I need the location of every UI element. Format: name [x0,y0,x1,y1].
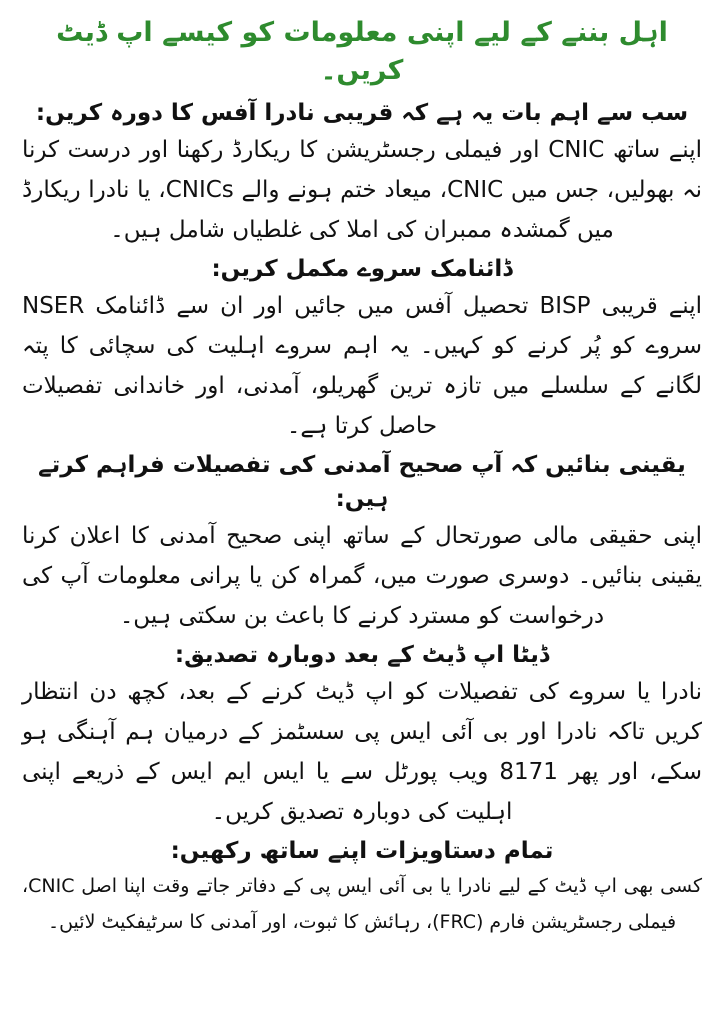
section-paragraph: کسی بھی اپ ڈیٹ کے لیے نادرا یا بی آئی ایس پی کے دفاتر جاتے وقت اپنا اصل CNIC، فیملی رجسٹریشن فارم (FRC)، رہائش کا ثبوت، اور آمدنی کا سرٹیفکیٹ لائیں۔ [22,875,702,933]
section-heading: یقینی بنائیں کہ آپ صحیح آمدنی کی تفصیلات فراہم کرتے ہیں: [38,452,686,512]
section-paragraph: اپنی حقیقی مالی صورتحال کے ساتھ اپنی صحیح آمدنی کا اعلان کرنا یقینی بنائیں۔ دوسری صورت میں، گمراہ کن یا پرانی معلومات آپ کی درخواست کو مسترد کرنے کا باعث بن سکتی ہیں۔ [22,523,702,629]
section-paragraph: اپنے ساتھ CNIC اور فیملی رجسٹریشن کا ریکارڈ رکھنا اور درست کرنا نہ بھولیں، جس میں CNIC، میعاد ختم ہونے والے CNICs، یا نادرا ریکارڈ میں گمشدہ ممبران کی املا کی غلطیاں شامل ہیں۔ [22,137,702,243]
section-heading: سب سے اہم بات یہ ہے کہ قریبی نادرا آفس کا دورہ کریں: [35,100,689,126]
section-heading: ڈائنامک سروے مکمل کریں: [211,256,513,282]
section-paragraph: اپنے قریبی BISP تحصیل آفس میں جائیں اور ان سے ڈائنامک NSER سروے کو پُر کرنے کو کہیں۔ یہ اہم سروے اہلیت کی سچائی کا پتہ لگانے کے سلسلے میں تازہ ترین گھریلو، آمدنی، اور خاندانی تفصیلات حاصل کرتا ہے۔ [22,293,702,439]
section-visit-nadra [22,96,702,250]
section-heading: تمام دستاویزات اپنے ساتھ رکھیں: [170,838,554,864]
section-dynamic-survey [22,252,702,446]
section-income-details [22,448,702,636]
article-title: اہل بننے کے لیے اپنی معلومات کو کیسے اپ ڈیٹ کریں۔ [56,17,668,86]
section-paragraph: نادرا یا سروے کی تفصیلات کو اپ ڈیٹ کرنے کے بعد، کچھ دن انتظار کریں تاکہ نادرا اور بی آئی ایس پی سسٹمز کے درمیان ہم آہنگی ہو سکے، اور پھر 8171 ویب پورٹل سے یا ایس ایم ایس کے ذریعے اپنی اہلیت کی دوبارہ تصدیق کریں۔ [22,679,702,825]
section-reverify [22,638,702,832]
section-documents [22,834,702,940]
section-heading: ڈیٹا اپ ڈیٹ کے بعد دوبارہ تصدیق: [174,642,550,668]
